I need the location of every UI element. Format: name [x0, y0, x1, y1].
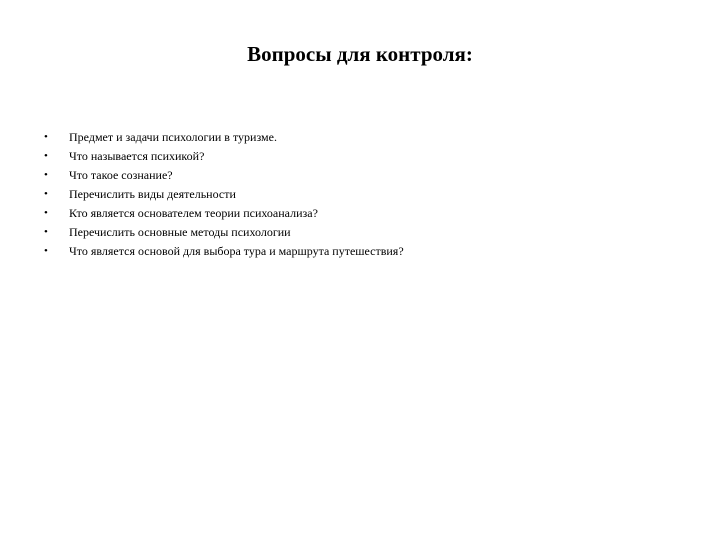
question-text: Что называется психикой? [69, 149, 205, 163]
bullet-icon: • [44, 226, 48, 238]
list-item [44, 147, 684, 166]
list-item [44, 128, 684, 147]
list-item [44, 185, 684, 204]
list-item [44, 204, 684, 223]
question-text: Что является основой для выбора тура и маршрута путешествия? [69, 244, 404, 258]
list-item [44, 242, 684, 261]
question-text: Предмет и задачи психологии в туризме. [69, 130, 277, 144]
bullet-icon: • [44, 207, 48, 219]
question-text: Перечислить основные методы психологии [69, 225, 291, 239]
list-item [44, 166, 684, 185]
question-text: Перечислить виды деятельности [69, 187, 236, 201]
bullet-icon: • [44, 169, 48, 181]
bullet-icon: • [44, 188, 48, 200]
bullet-icon: • [44, 245, 48, 257]
question-text: Что такое сознание? [69, 168, 173, 182]
questions-list [44, 128, 684, 261]
bullet-icon: • [44, 150, 48, 162]
bullet-icon: • [44, 131, 48, 143]
question-text: Кто является основателем теории психоанализа? [69, 206, 318, 220]
list-item [44, 223, 684, 242]
slide-title: Вопросы для контроля: [247, 42, 473, 66]
